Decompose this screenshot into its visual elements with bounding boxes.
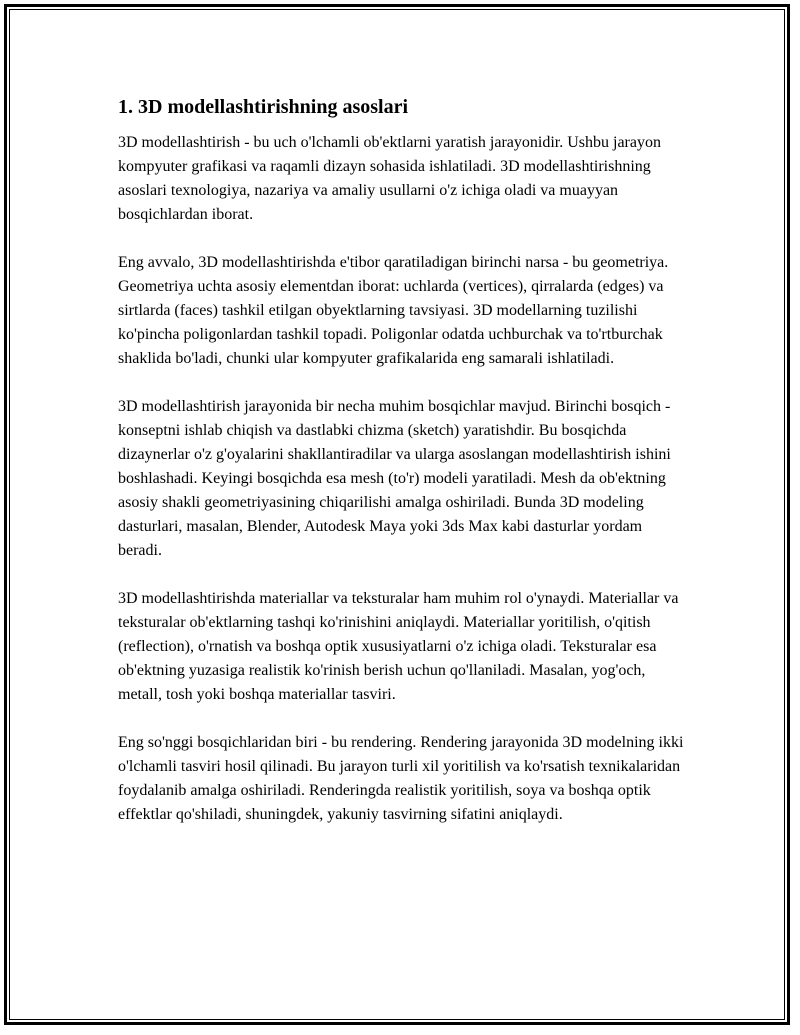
paragraph-rendering: Eng so'nggi bosqichlaridan biri - bu rendering. Rendering jarayonida 3D modelning ikki o'lchamli tasviri hosil qilinadi. Bu jarayon turli xil yoritilish va ko'rsatish texnikalaridan foydalanib amalga oshiriladi. Renderingda realistik yoritilish, soya va boshqa optik effektlar qo'shiladi, shuningdek, yakuniy tasvirning sifatini aniqlaydi. <box>118 734 684 823</box>
paragraph-intro: 3D modellashtirish - bu uch o'lchamli ob'ektlarni yaratish jarayonidir. Ushbu jarayon kompyuter grafikasi va raqamli dizayn sohasida ishlatiladi. 3D modellashtirishning asoslari texnologiya, nazariya va amaliy usullarni o'z ichiga oladi va muayyan bosqichlardan iborat. <box>118 134 661 223</box>
paragraph-geometry: Eng avvalo, 3D modellashtirishda e'tibor qaratiladigan birinchi narsa - bu geometriya. Geometriya uchta asosiy elementdan iborat: uchlarda (vertices), qirralarda (edges) va sirtlarda (faces) tashkil etilgan obyektlarning tavsiyasi. 3D modellarning tuzilishi ko'pincha poligonlardan tashkil topadi. Poligonlar odatda uchburchak va to'rtburchak shaklida bo'ladi, chunki ular kompyuter grafikalarida eng samarali ishlatiladi. <box>118 254 669 367</box>
paragraph-materials: 3D modellashtirishda materiallar va teksturalar ham muhim rol o'ynaydi. Materiallar va teksturalar ob'ektlarning tashqi ko'rinishini aniqlaydi. Materiallar yoritilish, o'qitish (reflection), o'rnatish va boshqa optik xususiyatlarni o'z ichiga oladi. Teksturalar esa ob'ektning yuzasiga realistik ko'rinish berish uchun qo'llaniladi. Masalan, yog'och, metall, tosh yoki boshqa materiallar tasviri. <box>118 590 679 703</box>
paragraph-stages: 3D modellashtirish jarayonida bir necha muhim bosqichlar mavjud. Birinchi bosqich - konseptni ishlab chiqish va dastlabki chizma (sketch) yaratishdir. Bu bosqichda dizaynerlar o'z g'oyalarini shakllantiradilar va ularga asoslangan modellashtirish ishini boshlashadi. Keyingi bosqichda esa mesh (to'r) modeli yaratiladi. Mesh da ob'ektning asosiy shakli geometriyasining chiqarilishi amalga oshiriladi. Bunda 3D modeling dasturlari, masalan, Blender, Autodesk Maya yoki 3ds Max kabi dasturlar yordam beradi. <box>118 398 671 559</box>
section-heading: 1. 3D modellashtirishning asoslari <box>118 96 409 118</box>
document-body <box>118 93 688 851</box>
